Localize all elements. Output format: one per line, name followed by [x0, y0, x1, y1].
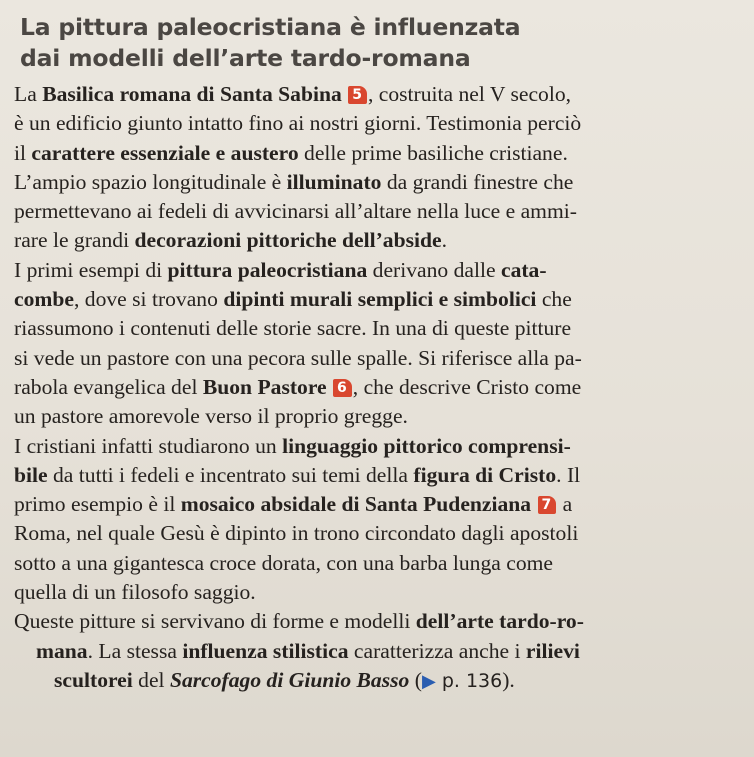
text-run: , che descrive Cristo come	[352, 374, 582, 399]
bold-term: mosaico absidale di Santa Pudenziana	[180, 492, 532, 517]
text-run: I cristiani infatti studiarono un	[14, 433, 283, 458]
section-heading	[20, 12, 738, 74]
text-run: che	[536, 287, 572, 312]
bold-term: pittura paleocristiana	[167, 257, 368, 282]
bold-term: figura di Cristo	[413, 462, 557, 487]
figure-badge-5: 5	[348, 86, 367, 104]
text-run: il	[14, 140, 32, 165]
text-run: rare le grandi	[14, 228, 135, 253]
bold-term: rilievi	[525, 638, 580, 663]
text-run: L’ampio spazio longitudinale è	[14, 169, 287, 194]
bold-term: bile	[14, 462, 48, 487]
figure-badge-7: 7	[538, 496, 557, 514]
text-line	[14, 139, 738, 168]
text-line	[14, 607, 738, 636]
text-line: è un edificio giunto intatto fino ai nostri giorni. Testimonia perciò	[14, 111, 582, 136]
text-run: .	[441, 228, 447, 253]
text-run: La	[14, 82, 43, 106]
text-line	[14, 168, 738, 197]
text-line: permettevano ai fedeli di avvicinarsi all’altare nella luce e ammi-	[14, 199, 577, 224]
bold-term: scultorei	[54, 667, 133, 692]
text-line	[14, 80, 738, 109]
text-line: riassumono i contenuti delle storie sacre. In una di queste pitture	[14, 316, 572, 341]
bold-term: decorazioni pittoriche dell’abside	[134, 228, 442, 253]
heading-line-2: dai modelli dell’arte tardo-romana	[20, 44, 471, 72]
text-run: rabola evangelica del	[14, 374, 203, 399]
paragraph-santa-sabina	[14, 80, 738, 256]
text-line	[14, 637, 738, 666]
text-run: derivano dalle	[367, 257, 501, 282]
bold-term: illuminato	[286, 169, 382, 194]
text-run: del	[132, 667, 170, 692]
bold-term: Buon Pastore	[202, 374, 327, 399]
text-run: primo esempio è il	[14, 492, 181, 517]
text-line: quella di un filosofo saggio.	[14, 580, 256, 605]
text-line	[14, 373, 738, 402]
text-line	[14, 490, 738, 519]
text-run: (	[409, 667, 422, 692]
italic-title: Sarcofago di Giunio Basso	[169, 667, 410, 692]
text-line	[14, 285, 738, 314]
paragraph-tardo-romana	[14, 607, 738, 696]
text-line: sotto a una gigantesca croce dorata, con una barba lunga come	[14, 550, 554, 575]
figure-badge-6: 6	[333, 379, 352, 397]
text-line	[14, 461, 738, 490]
heading-line-1: La pittura paleocristiana è influenzata	[20, 13, 521, 41]
bold-term: dipinti murali semplici e simbolici	[223, 287, 537, 312]
text-line	[14, 226, 738, 255]
text-run: . Il	[556, 462, 581, 487]
text-run: Queste pitture si servivano di forme e modelli	[14, 609, 416, 634]
text-line: un pastore amorevole verso il proprio gregge.	[14, 404, 408, 429]
text-line	[14, 432, 738, 461]
text-line: si vede un pastore con una pecora sulle spalle. Si riferisce alla pa-	[14, 345, 582, 370]
text-run: , costruita nel V secolo,	[367, 82, 572, 106]
text-run: caratterizza anche i	[348, 638, 526, 663]
bold-term: cata-	[500, 257, 547, 282]
bold-term: mana	[36, 638, 88, 663]
text-run: a	[557, 492, 573, 517]
bold-term: linguaggio pittorico comprensi-	[282, 433, 571, 458]
text-run: da tutti i fedeli e incentrato sui temi della	[47, 462, 414, 487]
bold-term: Basilica romana di Santa Sabina	[42, 82, 342, 106]
page-reference[interactable]: p. 136	[435, 669, 503, 692]
bold-term: influenza stilistica	[182, 638, 349, 663]
bold-term: carattere essenziale e austero	[31, 140, 299, 165]
text-line: Roma, nel quale Gesù è dipinto in trono circondato dagli apostoli	[14, 521, 579, 546]
page-ref-arrow-icon: ▶	[421, 670, 436, 691]
bold-term: dell’arte tardo-ro-	[415, 609, 584, 634]
paragraph-linguaggio-pittorico	[14, 432, 738, 608]
text-run: . La stessa	[87, 638, 183, 663]
paragraph-catacombe	[14, 256, 738, 432]
text-run: da grandi finestre che	[381, 169, 574, 194]
text-run: , dove si trovano	[73, 287, 224, 312]
text-line	[14, 256, 738, 285]
bold-term: combe	[14, 287, 74, 312]
text-run: I primi esempi di	[14, 257, 168, 282]
text-run: ).	[502, 667, 515, 692]
text-line	[14, 666, 738, 696]
text-run: delle prime basiliche cristiane.	[298, 140, 568, 165]
